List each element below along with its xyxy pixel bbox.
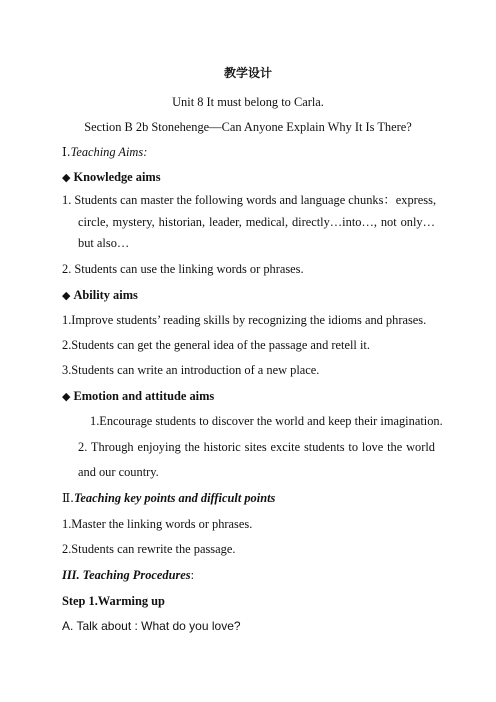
roman-numeral-2: Ⅱ. [62,491,74,505]
emotion-item-1: 1.Encourage students to discover the world and keep their imagination. [90,414,443,428]
key-point-1: 1.Master the linking words or phrases. [62,517,253,531]
unit-title: Unit 8 It must belong to Carla. [172,95,324,109]
step-a-line: A. Talk about : What do you love? [62,619,241,633]
knowledge-item-2: 2. Students can use the linking words or phrases. [62,262,304,276]
knowledge-aims-heading [62,170,161,185]
knowledge-aims-title: Knowledge aims [73,170,161,184]
teaching-aims-label: Teaching Aims: [70,145,148,159]
key-points-label: Teaching key points and difficult points [73,491,276,505]
diamond-bullet-icon: ◆ [62,390,71,403]
knowledge-item-1-line-2: circle, mystery, historian, leader, medical, directly…into…, not only… [78,215,435,229]
diamond-bullet-icon: ◆ [62,171,71,184]
page-heading: 教学设计 [223,66,272,80]
procedures-label: III. Teaching Procedures [62,568,191,582]
emotion-aims-title: Emotion and attitude aims [73,389,215,403]
emotion-item-2-line-2: and our country. [78,465,159,479]
key-point-2: 2.Students can rewrite the passage. [62,542,236,556]
roman-numeral-1: Ⅰ. [62,145,71,159]
procedures-colon: : [190,568,195,582]
ability-item-2: 2.Students can get the general idea of the passage and retell it. [62,338,370,352]
diamond-bullet-icon: ◆ [62,289,71,302]
procedures-heading [62,568,194,583]
emotion-aims-heading [62,389,214,404]
ability-aims-title: Ability aims [73,288,138,302]
section-title: Section B 2b Stonehenge—Can Anyone Explain Why It Is There? [84,120,412,134]
ability-item-3: 3.Students can write an introduction of a new place. [62,363,320,377]
teaching-aims-heading [62,145,147,160]
knowledge-item-1-line-3: but also… [78,236,130,250]
ability-aims-heading [62,288,138,303]
key-points-heading [62,491,275,506]
ability-item-1: 1.Improve students’ reading skills by recognizing the idioms and phrases. [62,313,427,327]
step-1-heading: Step 1.Warming up [62,594,165,608]
knowledge-item-1-line-1: 1. Students can master the following words and language chunks：express, [62,193,437,207]
emotion-item-2-line-1: 2. Through enjoying the historic sites excite students to love the world [78,440,435,454]
